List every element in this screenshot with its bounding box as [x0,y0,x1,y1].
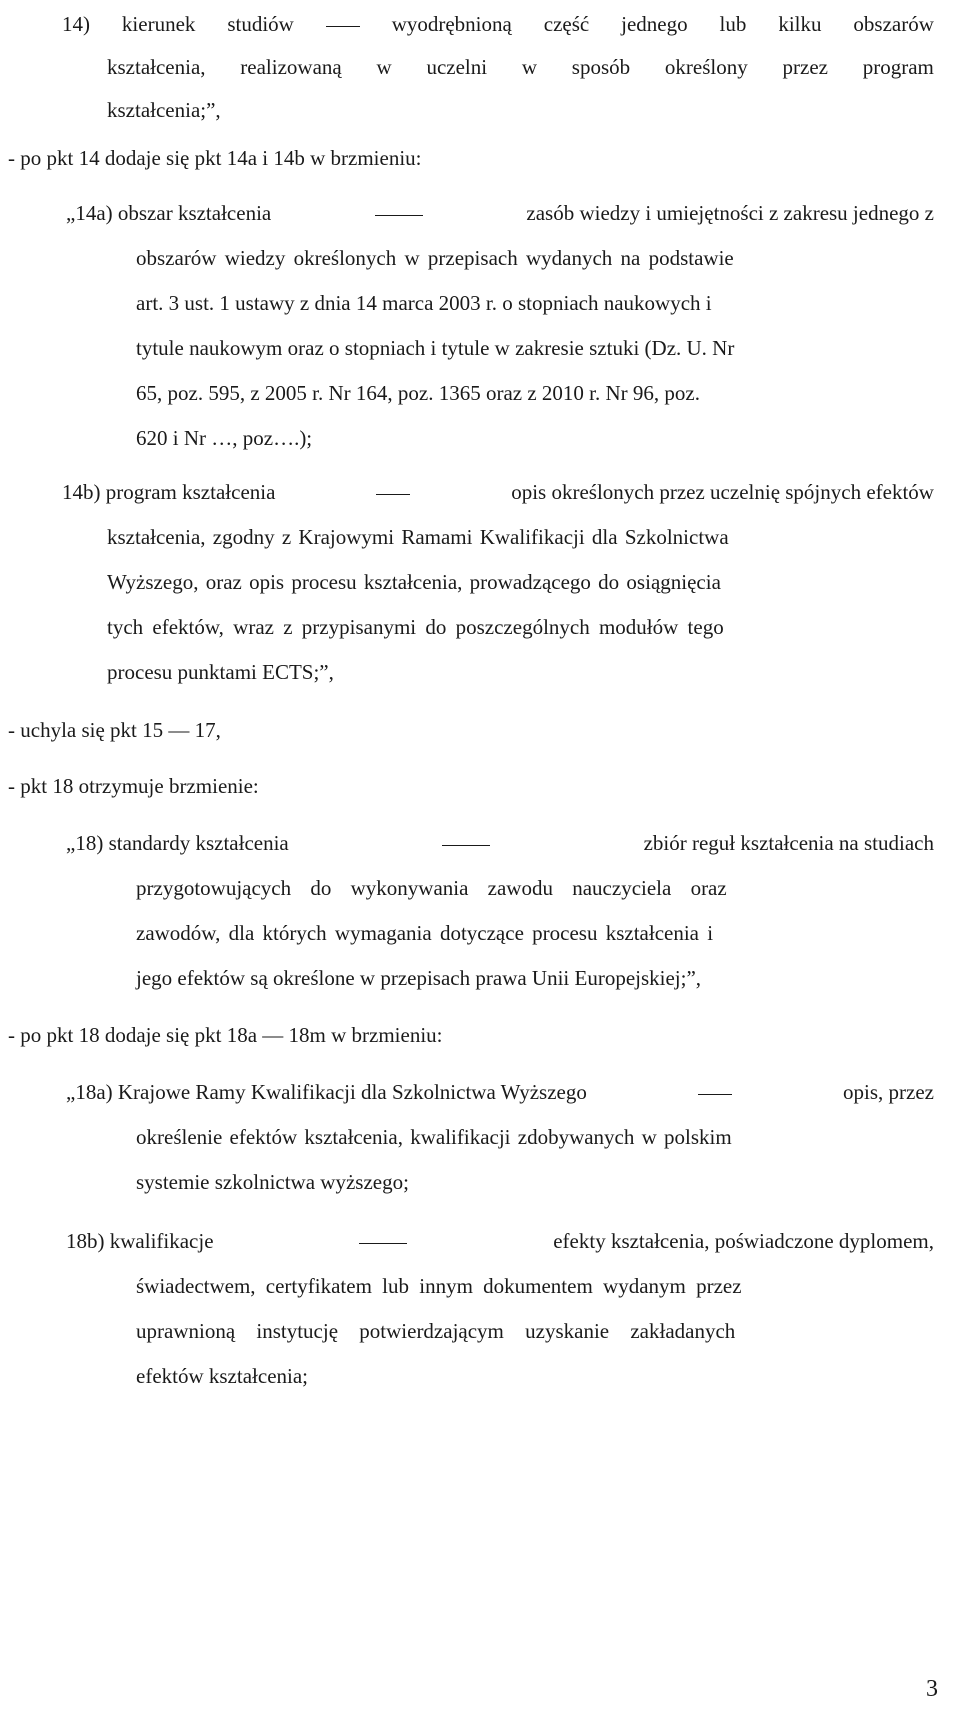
item-14-line-3: kształcenia;”, [107,98,221,122]
word: sposób [571,55,631,79]
definition: efekty kształcenia, poświadczone dyplomem, [553,1229,934,1253]
word: przez [782,55,828,79]
item-18-line-2: przygotowujących do wykonywania zawodu nauczyciela oraz [136,876,727,900]
word: uczelni [426,55,488,79]
word: w [521,55,538,79]
page-number: 3 [926,1676,938,1702]
definition: opis określonych przez uczelnię spójnych efektów [511,480,934,504]
item-18-line-4: jego efektów są określone w przepisach prawa Unii Europejskiej;”, [136,966,702,990]
word: kształcenia, [107,55,206,79]
word: wyodrębnioną [391,12,512,36]
item-18-line-1 [66,833,934,854]
item-14a-line-6: 620 i Nr …, poz….); [136,426,313,450]
word: kierunek [121,12,196,36]
amendment-18a-18m: - po pkt 18 dodaje się pkt 18a — 18m w brzmieniu: [8,1023,443,1047]
item-14a-line-5: 65, poz. 595, z 2005 r. Nr 164, poz. 1365 oraz z 2010 r. Nr 96, poz. [136,381,700,405]
definition: zbiór reguł kształcenia na studiach [643,831,934,855]
dash-separator [375,203,423,224]
term: „14a) obszar kształcenia [66,201,272,225]
amendment-18: - pkt 18 otrzymuje brzmienie: [8,774,259,798]
word: jednego [621,12,688,36]
dash-separator [442,833,490,854]
item-14a-line-1 [66,203,934,224]
definition: zasób wiedzy i umiejętności z zakresu jednego z [526,201,934,225]
item-14b-line-3: Wyższego, oraz opis procesu kształcenia, prowadzącego do osiągnięcia [107,570,721,594]
term: 18b) kwalifikacje [66,1229,214,1253]
word: w [376,55,392,79]
word: określony [664,55,748,79]
item-18a-line-2: określenie efektów kształcenia, kwalifikacji zdobywanych w polskim [136,1125,732,1149]
dash-separator [698,1082,732,1103]
item-14a-line-3: art. 3 ust. 1 ustawy z dnia 14 marca 2003 r. o stopniach naukowych i [136,291,712,315]
item-18a-line-1 [66,1082,934,1103]
dash-separator [326,14,360,35]
item-18b-line-2: świadectwem, certyfikatem lub innym dokumentem wydanym przez [136,1274,742,1298]
word: studiów [227,12,294,36]
term: „18) standardy kształcenia [66,831,289,855]
word: część [543,12,590,36]
item-18b-line-1 [66,1231,934,1252]
item-14b-line-5: procesu punktami ECTS;”, [107,660,334,684]
dash-separator [359,1231,407,1252]
amendment-repeal-15-17: - uchyla się pkt 15 — 17, [8,718,221,742]
item-14b-line-1 [62,482,934,503]
term: 14b) program kształcenia [62,480,276,504]
amendment-14a-14b: - po pkt 14 dodaje się pkt 14a i 14b w brzmieniu: [8,146,422,170]
item-14-line-1 [62,14,934,35]
item-18a-line-3: systemie szkolnictwa wyższego; [136,1170,409,1194]
item-14a-line-2: obszarów wiedzy określonych w przepisach wydanych na podstawie [136,246,734,270]
item-14a-line-4: tytule naukowym oraz o stopniach i tytule w zakresie sztuki (Dz. U. Nr [136,336,735,360]
word: kilku [778,12,822,36]
definition: opis, przez [843,1080,934,1104]
word: program [862,55,934,79]
word: obszarów [853,12,934,36]
dash-separator [376,482,410,503]
word: realizowaną [240,55,342,79]
item-14b-line-4: tych efektów, wraz z przypisanymi do poszczególnych modułów tego [107,615,724,639]
term: „18a) Krajowe Ramy Kwalifikacji dla Szkolnictwa Wyższego [66,1080,587,1104]
item-18b-line-3: uprawnioną instytucję potwierdzającym uzyskanie zakładanych [136,1319,736,1343]
word: 14) [62,12,90,36]
word: lub [719,12,747,36]
item-14-line-2 [107,57,934,78]
item-18b-line-4: efektów kształcenia; [136,1364,308,1388]
item-14b-line-2: kształcenia, zgodny z Krajowymi Ramami Kwalifikacji dla Szkolnictwa [107,525,729,549]
item-18-line-3: zawodów, dla których wymagania dotyczące procesu kształcenia i [136,921,714,945]
